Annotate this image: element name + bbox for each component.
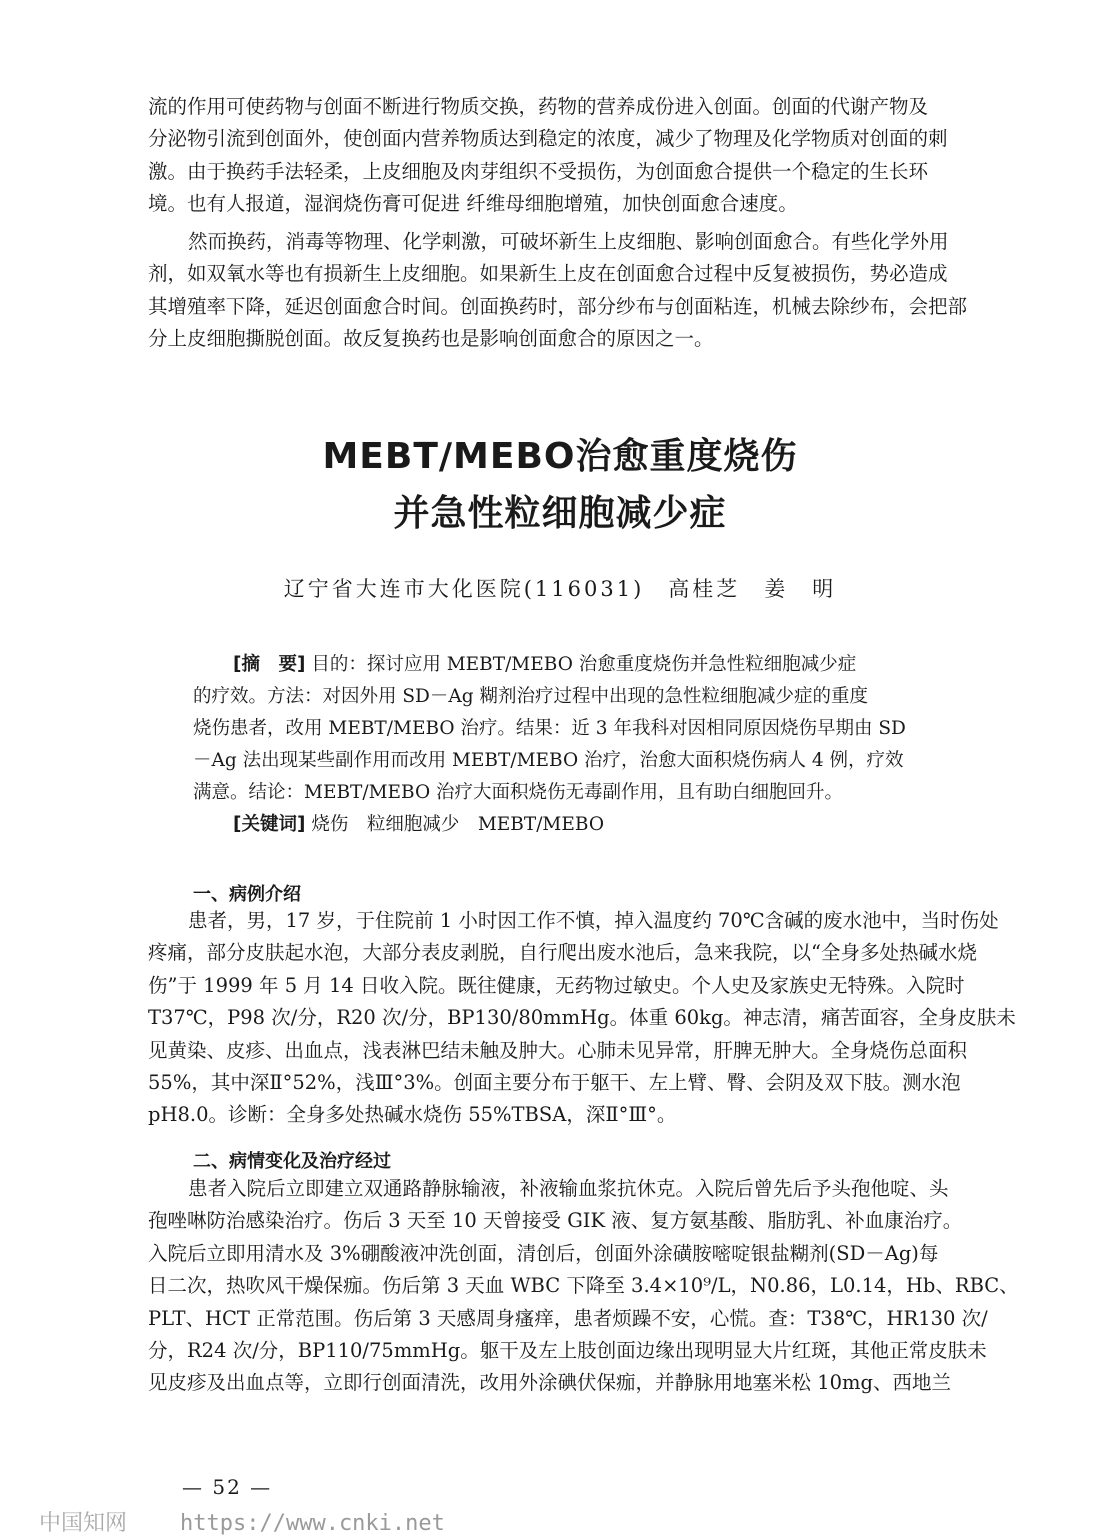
text-line: 激。由于换药手法轻柔，上皮细胞及肉芽组织不受损伤，为创面愈合提供一个稳定的生长环 (148, 159, 929, 183)
text-line: 然而换药，消毒等物理、化学刺激，可破坏新生上皮细胞、影响创面愈合。有些化学外用 (188, 230, 949, 253)
intro-paragraph-1 (148, 91, 1026, 221)
text-line: 流的作用可使药物与创面不断进行物质交换，药物的营养成份进入创面。创面的代谢产物及 (148, 95, 929, 118)
text-line: 见皮疹及出血点等，立即行创面清洗，改用外涂碘伏保痂，并静脉用地塞米松 10mg、西地兰 (148, 1371, 951, 1395)
text-line: 分泌物引流到创面外，使创面内营养物质达到稳定的浓度，减少了物理及化学物质对创面的刺 (148, 127, 948, 151)
text-line: 日二次，热吹风干燥保痂。伤后第 3 天血 WBC 下降至 3.4×10⁹/L，N0.86，L0.14，Hb、RBC、 (148, 1274, 1019, 1298)
section-2-body (148, 1173, 1026, 1400)
keywords-line (193, 809, 993, 841)
page-number: — 52 — (182, 1475, 273, 1499)
text-line: 孢唑啉防治感染治疗。伤后 3 天至 10 天曾接受 GIK 液、复方氨基酸、脂肪乳、补血康治疗。 (148, 1209, 963, 1233)
text-line: T37℃，P98 次/分，R20 次/分，BP130/80mmHg。体重 60kg。神志清，痛苦面容，全身皮肤未 (148, 1006, 1016, 1030)
watermark-url: https://www.cnki.net (180, 1511, 445, 1536)
abstract-label: [摘 要] (233, 654, 306, 675)
text-line: 剂，如双氧水等也有损新生上皮细胞。如果新生上皮在创面愈合过程中反复被损伤，势必造成 (148, 262, 948, 286)
text-line: 分，R24 次/分，BP110/75mmHg。躯干及左上肢创面边缘出现明显大片红斑，其他正常皮肤未 (148, 1339, 987, 1363)
text-line: 见黄染、皮疹、出血点，浅表淋巴结未触及肿大。心肺未见异常，肝脾无肿大。全身烧伤总面积 (148, 1038, 968, 1062)
text-line: －Ag 法出现某些副作用而改用 MEBT/MEBO 治疗，治愈大面积烧伤病人 4 例，疗效 (193, 750, 904, 771)
text-line: 满意。结论：MEBT/MEBO 治疗大面积烧伤无毒副作用，且有助白细胞回升。 (193, 782, 844, 803)
text-line: 伤”于 1999 年 5 月 14 日收入院。既往健康，无药物过敏史。个人史及家族史无特殊。入院时 (148, 973, 965, 997)
abstract-line-1 (193, 649, 993, 681)
abstract (193, 649, 993, 841)
text-line: 的疗效。方法：对因外用 SD－Ag 糊剂治疗过程中出现的急性粒细胞减少症的重度 (193, 686, 868, 707)
text-line: 疼痛，部分皮肤起水泡，大部分表皮剥脱，自行爬出废水池后，急来我院，以“全身多处热碱水烧 (148, 941, 977, 965)
text-line: pH8.0。诊断：全身多处热碱水烧伤 55%TBSA，深Ⅱ°Ⅲ°。 (148, 1103, 677, 1127)
text-line: PLT、HCT 正常范围。伤后第 3 天感周身瘙痒，患者烦躁不安，心慌。查：T38℃，HR130 次/ (148, 1306, 988, 1330)
text-line: 其增殖率下降，延迟创面愈合时间。创面换药时，部分纱布与创面粘连，机械去除纱布，会把部 (148, 294, 968, 318)
text-line: 入院后立即用清水及 3%硼酸液冲洗创面，清创后，创面外涂磺胺嘧啶银盐糊剂(SD－Ag)每 (148, 1241, 939, 1265)
text-line: 患者，男，17 岁，于住院前 1 小时因工作不慎，掉入温度约 70℃含碱的废水池中，当时伤处 (188, 909, 999, 932)
watermark-site-name: 中国知网 (39, 1511, 128, 1536)
abstract-text: 目的：探讨应用 MEBT/MEBO 治愈重度烧伤并急性粒细胞减少症 (311, 654, 857, 675)
keywords: 烧伤 粒细胞减少 MEBT/MEBO (311, 814, 604, 835)
author-affiliation: 辽宁省大连市大化医院(116031) 高桂芝 姜 明 (283, 577, 837, 601)
section-heading-2: 二、病情变化及治疗经过 (193, 1151, 391, 1172)
section-heading-1: 一、病例介绍 (193, 884, 301, 905)
text-line: 分上皮细胞撕脱创面。故反复换药也是影响创面愈合的原因之一。 (148, 327, 714, 351)
text-line: 患者入院后立即建立双通路静脉输液，补液输血浆抗休克。入院后曾先后予头孢他啶、头 (188, 1177, 949, 1200)
text-line: 境。也有人报道，湿润烧伤膏可促进 纤维母细胞增殖，加快创面愈合速度。 (148, 192, 798, 216)
intro-paragraph-2 (148, 226, 1026, 356)
section-1-body (148, 905, 1026, 1132)
keywords-label: [关键词] (233, 814, 306, 835)
text-line: 烧伤患者，改用 MEBT/MEBO 治疗。结果：近 3 年我科对因相同原因烧伤早期由 SD (193, 718, 906, 739)
text-line: 55%，其中深Ⅱ°52%，浅Ⅲ°3%。创面主要分布于躯干、左上臂、臀、会阴及双下肢。测水泡 (148, 1071, 961, 1095)
article-title-line-2: 并急性粒细胞减少症 (393, 493, 727, 534)
article-title-line-1: MEBT/MEBO治愈重度烧伤 (322, 436, 798, 477)
cnki-watermark (39, 1506, 445, 1537)
